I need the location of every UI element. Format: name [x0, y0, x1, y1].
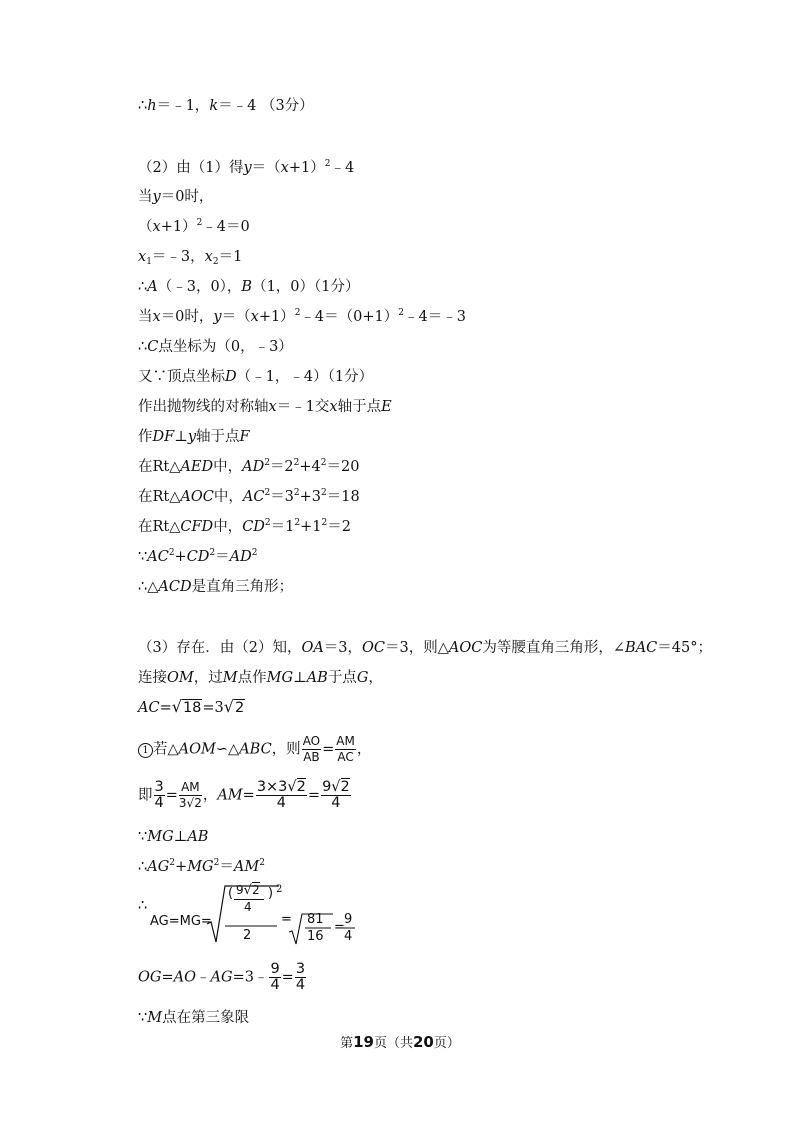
line-21: 即 $\frac{3}{4}$ = $\frac{AM}{3√2}$ ，AM= $\frac{3\times 3√2}{4}$ = $\frac{9√2}{4}$ — [138, 779, 350, 811]
line-13: 在Rt△AOC中，$AC^2=3^2+3^2=18$ — [138, 488, 360, 505]
line-20: 1 若△AOM∽△ABC，则 $\frac{AO}{AB}$ = $\frac{AM}{AC}$ ， — [138, 734, 371, 765]
page-number: 19 — [353, 1033, 374, 1051]
line-18: 连接OM，过M点作MG⊥AB于点G， — [138, 670, 383, 686]
line-2: （2）由（1）得$y=(x+1)^2﹣4$ — [138, 159, 355, 176]
line-22: ∵MG⊥AB — [138, 829, 209, 845]
line-9: 又∵顶点坐标D（﹣1，﹣4）（1分） — [138, 369, 374, 385]
line-23: $\therefore AG^2+MG^2=AM^2$ — [138, 858, 265, 875]
line-3: 当y＝0时， — [138, 189, 214, 205]
line-4: $(x+1)^2﹣4=0$ — [138, 218, 250, 235]
line-19: AC=√18=3√2 — [138, 697, 245, 716]
line-7: 当x＝0时，$y=(x+1)^2﹣4=(0+1)^2﹣4=﹣3$ — [138, 308, 466, 325]
circled-one-icon: 1 — [138, 743, 153, 758]
line-10: 作出抛物线的对称轴x＝﹣1交x轴于点E — [138, 399, 392, 415]
line-6: ∴A（﹣3，0），B（1，0）（1分） — [138, 279, 360, 295]
total-pages: 20 — [413, 1033, 434, 1051]
line-25: OG=AO﹣AG=3﹣ $\frac{9}{4}$ = $\frac{3}{4}$ — [138, 961, 306, 993]
line-15: $\because AC^2+CD^2=AD^2$ — [138, 548, 258, 565]
line-5: $x_1=﹣3$，$x_2=1$ — [138, 249, 243, 267]
line-1: ∴h＝﹣1，k＝﹣4 （3分） — [138, 98, 314, 114]
line-8: ∴C点坐标为（0，﹣3） — [138, 339, 293, 355]
line-17: （3）存在．由（2）知，OA＝3，OC＝3，则△AOC为等腰直角三角形，∠BAC＝45°； — [138, 640, 712, 656]
line-14: 在Rt△CFD中，$CD^2=1^2+1^2=2$ — [138, 518, 351, 535]
line-11: 作DF⊥y轴于点F — [138, 429, 250, 445]
line-16: ∴△ACD是直角三角形； — [138, 579, 294, 595]
page-footer: 第19页（共20页） — [340, 1033, 460, 1051]
line-26: ∵M点在第三象限 — [138, 1010, 250, 1026]
line-12: 在Rt△AED中，$AD^2=2^2+4^2=20$ — [138, 458, 360, 475]
